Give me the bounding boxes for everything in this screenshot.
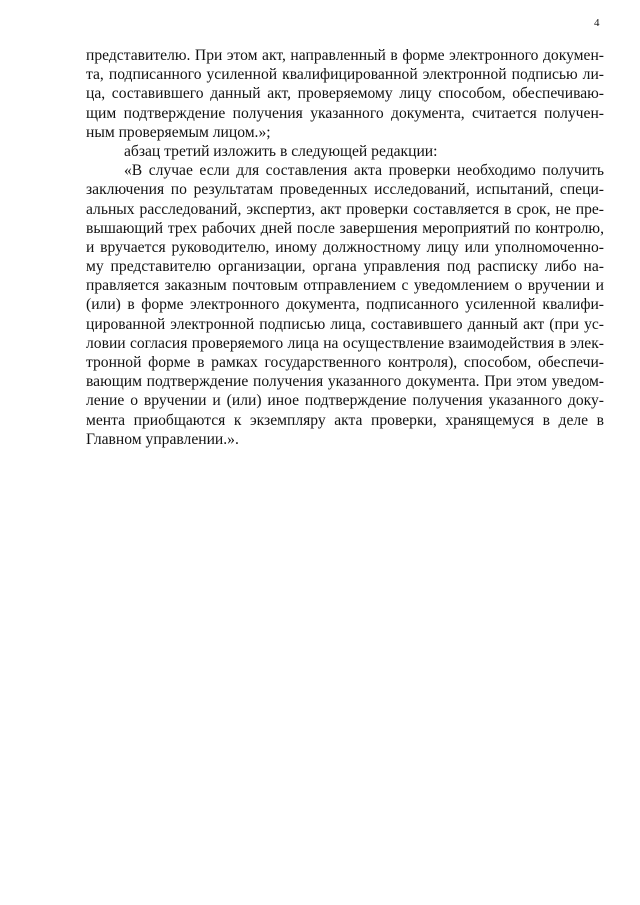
text-line: тронной форме в рамках государственного контроля), способом, обеспечи- [86,354,604,371]
page-number: 4 [594,17,600,29]
text-line: заключения по результатам проведенных исследований, испытаний, специ- [86,181,604,199]
document-body [86,46,604,449]
text-line: му представителю организации, органа управления под расписку либо на- [86,258,604,276]
text-line: ца, составившего данный акт, проверяемому лицу способом, обеспечиваю- [86,85,604,103]
text-line: ловии согласия проверяемого лица на осуществление взаимодействия в элек- [86,334,604,352]
text-line: представителю. При этом акт, направленный в форме электронного докумен- [86,47,604,64]
text-line: абзац третий изложить в следующей редакции: [124,142,438,160]
text-line: альных расследований, экспертиз, акт проверки составляется в срок, не пре- [86,200,604,218]
text-line: ление о вручении и (или) иное подтверждение получения указанного доку- [86,392,604,410]
text-line: ным проверяемым лицом.»; [86,123,271,141]
text-line: вышающий трех рабочих дней после завершения мероприятий по контролю, [86,219,604,237]
text-line: та, подписанного усиленной квалифицированной электронной подписью ли- [86,66,604,84]
text-line: мента приобщаются к экземпляру акта проверки, хранящемуся в деле в [86,411,604,429]
text-line: правляется заказным почтовым отправлением с уведомлением о вручении и [86,277,604,295]
text-line: (или) в форме электронного документа, подписанного усиленной квалифи- [86,296,604,314]
text-line: цированной электронной подписью лица, составившего данный акт (при ус- [86,315,604,333]
paragraph [86,46,604,142]
text-line: и вручается руководителю, иному должностному лицу или уполномоченно- [86,238,604,256]
text-line: вающим подтверждение получения указанного документа. При этом уведом- [86,373,604,391]
paragraph [86,161,604,449]
paragraph [86,142,604,161]
text-line: Главном управлении.». [86,430,239,448]
text-line: «В случае если для составления акта проверки необходимо получить [124,162,604,180]
text-line: щим подтверждение получения указанного документа, считается получен- [86,104,604,122]
